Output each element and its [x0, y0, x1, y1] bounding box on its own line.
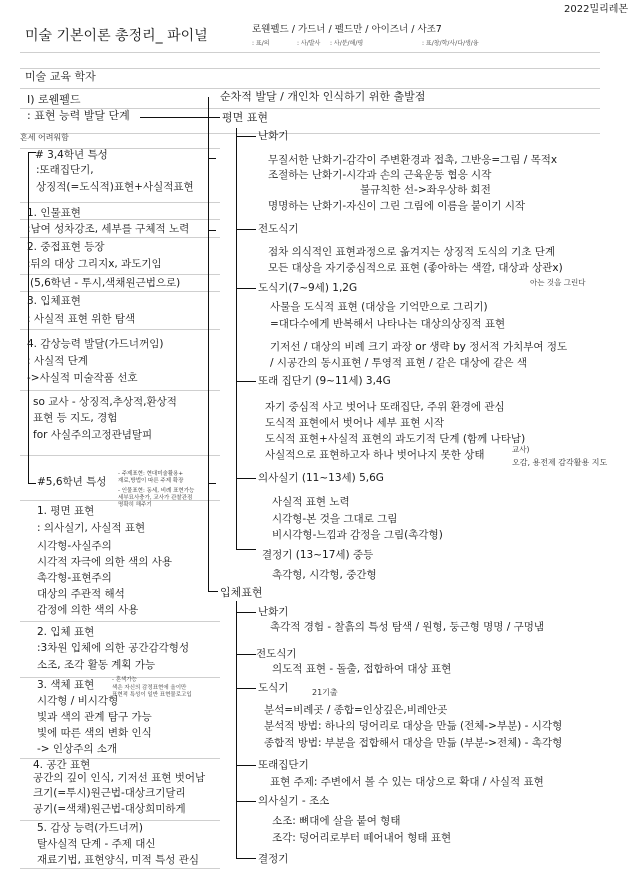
q3-note-2: 색은 자신의 감정표현에 올이만 — [112, 685, 187, 691]
preschematic-note: 아는 것을 그린다 — [530, 278, 586, 287]
p4-title: 4. 감상능력 발달(가드너꺼임) — [27, 338, 164, 350]
gang-age-note: 오감, 용전제 감각활용 지도 — [512, 458, 608, 467]
q2-line-1: :3차원 입체에 의한 공간감각형성 — [37, 642, 190, 654]
exam-year-note: 21기출 — [312, 688, 338, 697]
solid-heading-pseudo-realistic: 의사실기 - 조소 — [258, 795, 330, 807]
schematic-line-1: 사물을 도식적 표현 (대상을 기억만으로 그리기) — [270, 301, 488, 313]
pseudo-realistic-line-1: 사실적 표현 노력 — [272, 496, 350, 508]
q1-line-2: 시각형-사실주의 — [37, 540, 112, 552]
solid-heading-scribble: 난화기 — [258, 606, 289, 618]
stage-heading-schematic: 도식기(7~9세) 1,2G — [258, 282, 358, 294]
q4-line-2: 크기(=투시)원근법-대상크기달리 — [33, 787, 186, 799]
gang-age-line-1: 자기 중심적 사고 벗어나 또래집단, 주위 환경에 관심 — [265, 401, 505, 413]
stage-label: : 표현 능력 발달 단계 — [27, 109, 130, 122]
schematic-line-3: 기저선 / 대상의 비례 크기 과장 or 생략 by 정서적 가치부여 정도 — [270, 341, 568, 353]
solid-pseudo-line-1: 소조: 뼈대에 살을 붙여 형태 — [272, 815, 401, 827]
q5-line-2: 재료기법, 표현양식, 미적 특성 관심 — [37, 854, 200, 866]
q1-line-4: 촉각형-표현주의 — [37, 572, 112, 584]
grade56-note-1b: 재료,방법이 따른 주제 확장 — [118, 478, 184, 484]
grade34-line-2: 상징적(=도식적)표현+사실적표현 — [36, 181, 194, 193]
preschematic-line-1: 점차 의식적인 표현과정으로 옮겨지는 상징적 도식의 기초 단계 — [268, 246, 556, 258]
stage-heading-pseudo-realistic: 의사실기 (11~13세) 5,6G — [258, 472, 384, 484]
solid-heading-schematic: 도식기 — [258, 682, 289, 694]
solid-heading-decision: 결정기 — [258, 853, 289, 865]
page-title: 미술 기본이론 총정리_ 파이널 — [25, 28, 208, 44]
q1-line-1: : 의사실기, 사실적 표현 — [37, 522, 146, 534]
solid-schematic-line-3: 종합적 방법: 부분을 접합해서 대상을 만듦 (부분->전체) - 촉각형 — [264, 737, 563, 749]
grade56-note-2c: 명확히 해주기 — [118, 502, 152, 508]
gang-age-line-2: 도식적 표현에서 벗어나 세부 표현 시작 — [265, 417, 444, 429]
section-heading: 미술 교육 학자 — [25, 70, 96, 83]
p2-text: :뒤의 대상 그리지x, 과도기임 — [27, 258, 162, 270]
scribble-line-1: 무질서한 난화기-감각이 주변환경과 접촉, 그반응=그림 / 목적x — [268, 154, 558, 166]
subcategory-feldman: : 사/분/해/평 — [330, 40, 364, 47]
solid-schematic-line-1: 분석=비례곳 / 종합=인상깊은,비례안곳 — [264, 704, 448, 716]
solid-preschematic-line-1: 의도적 표현 - 돌출, 접합하여 대상 표현 — [272, 663, 452, 675]
p3-text: : 사실적 표현 위한 탐색 — [27, 313, 136, 325]
preschematic-line-2: 모든 대상을 자기중심적으로 표현 (좋아하는 색깔, 대상과 상관x) — [268, 262, 563, 274]
mistake-note: 혼세 어려워함 — [20, 133, 69, 142]
q3-line-1: 시각형 / 비시각형 — [37, 695, 119, 707]
q2-line-2: 소조, 조각 활동 계획 가능 — [37, 659, 156, 671]
q3-line-2: 빛과 색의 관계 탐구 가능 — [37, 711, 152, 723]
solid-gang-age-line-1: 표현 주제: 주변에서 볼 수 있는 대상으로 확대 / 사실적 표현 — [270, 776, 544, 788]
grade56-note-1a: - 주제표현: 현대미술활용+ — [118, 471, 184, 477]
p2-note: (5,6학년 - 투시,색채원근법으로) — [30, 277, 181, 289]
solid-schematic-line-2: 분석적 방법: 하나의 덩어리로 대상을 만듦 (전체->부분) - 시각형 — [264, 720, 563, 732]
gang-age-line-4: 사실적으로 표현하고자 하나 벗어나지 못한 상태 — [265, 449, 485, 461]
stage-heading-preschematic: 전도식기 — [258, 223, 299, 235]
q2-title: 2. 입체 표현 — [37, 626, 95, 638]
solid-heading-gang-age: 또래집단기 — [258, 759, 309, 771]
gang-age-note-sup: 교사) — [512, 445, 530, 454]
year-tag: 2022밀리레몬 — [564, 4, 629, 15]
subcategory-lowenfeld: : 표/의 — [252, 40, 270, 47]
q3-note-1: - 혼색가능 — [112, 677, 137, 683]
q3-line-3: 빛에 따른 색의 변화 인식 — [37, 727, 152, 739]
q3-title: 3. 색체 표현 — [37, 679, 95, 691]
grade56-note-2b: 세부묘사충가, 교사가 관찰관점 — [118, 495, 193, 501]
p4-line-1: : 사실적 단계 — [27, 355, 88, 367]
scribble-line-4: 명명하는 난화기-자신이 그린 그림에 이름을 붙이기 시작 — [268, 200, 526, 212]
stage-heading-scribble: 난화기 — [258, 130, 289, 142]
grade34-line-1: :또래집단기, — [36, 164, 94, 176]
solid-pseudo-line-2: 조각: 덩어리로부터 떼어내어 형태 표현 — [272, 832, 452, 844]
grade56-heading: #5,6학년 특성 — [37, 476, 107, 488]
pseudo-realistic-line-3: 비시각형-느낌과 감정을 그림(촉각형) — [272, 529, 443, 541]
schematic-line-4: / 시공간의 동시표현 / 투영적 표현 / 같은 대상에 같은 색 — [270, 357, 527, 369]
decision-line-1: 촉각형, 시각형, 중간형 — [272, 569, 377, 581]
scribble-line-2: 조절하는 난화기-시각과 손의 근육운동 협응 시작 — [268, 169, 492, 181]
p1-title: 1. 인물표현 — [27, 207, 81, 219]
subcategory-gardner: : 사/발사 — [297, 40, 321, 47]
q1-line-6: 감정에 의한 색의 사용 — [37, 604, 139, 616]
intro-text: 순차적 발달 / 개인차 인식하기 위한 출발점 — [220, 90, 426, 103]
stage-heading-gang-age: 또래 집단기 (9~11세) 3,4G — [258, 375, 391, 387]
q4-line-3: 공기(=색채)원근법-대상희미하게 — [33, 803, 186, 815]
grade56-note-2a: - 인물표현: 동세, 비례 표현가능 — [118, 488, 195, 494]
scribble-line-3: 불규칙한 선->좌우상하 회전 — [360, 184, 491, 196]
q4-line-1: 공간의 깊이 인식, 기저선 표현 벗어남 — [33, 772, 206, 784]
gang-age-line-3: 도식적 표현+사실적 표현의 과도기적 단계 (함께 나타남) — [265, 433, 526, 445]
grade34-heading: # 3,4학년 특성 — [35, 149, 108, 161]
q5-line-1: 탈사실적 단계 - 주제 대신 — [37, 838, 156, 850]
subcategory-eisner: : 표/창/학/사/다/생/융 — [422, 40, 479, 47]
p2-title: 2. 중접표현 등장 — [27, 241, 105, 253]
q1-line-5: 대상의 주관적 해석 — [37, 588, 125, 600]
q1-title: 1. 평면 표현 — [37, 505, 95, 517]
solid-scribble-line-1: 촉각적 경험 - 찰흙의 특성 탐색 / 원형, 둥근형 명명 / 구멍냄 — [270, 621, 545, 633]
q5-title: 5. 감상 능력(가드너꺼) — [37, 822, 144, 834]
stage-heading-decision: 결정기 (13~17세) 중등 — [262, 549, 374, 561]
p3-title: 3. 입체표현 — [27, 295, 81, 307]
p1-text: :남여 성차강조, 세부를 구체적 노력 — [27, 223, 190, 235]
q4-title: 4. 공간 표현 — [33, 759, 91, 771]
so-line-2: 표현 등 지도, 경험 — [33, 412, 118, 424]
solid-expression-heading: 입체표현 — [220, 586, 263, 599]
q1-line-3: 시각적 자극에 의한 색의 사용 — [37, 556, 173, 568]
solid-heading-preschematic: 전도식기 — [256, 648, 297, 660]
flat-expression-heading: 평면 표현 — [222, 111, 269, 124]
schematic-line-2: =대다수에게 반복해서 나타나는 대상의상징적 표현 — [270, 318, 506, 330]
pseudo-realistic-line-2: 시각형-본 것을 그대로 그림 — [272, 513, 398, 525]
so-line-3: for 사실주의고정관념탈피 — [33, 429, 153, 441]
q3-note-3: 표현적 특성이 일반 표현물로고입 — [112, 692, 192, 698]
lowenfeld-heading: I) 로웬펠드 — [27, 93, 81, 106]
q3-line-4: -> 인상주의 소개 — [37, 743, 118, 755]
so-line-1: so 교사 - 상징적,추상적,환상적 — [33, 396, 177, 408]
theorist-list: 로웬펠드 / 가드너 / 펠드만 / 아이즈너 / 사조7 — [252, 24, 442, 35]
p4-line-2: ->사실적 미술작품 선호 — [27, 372, 138, 384]
